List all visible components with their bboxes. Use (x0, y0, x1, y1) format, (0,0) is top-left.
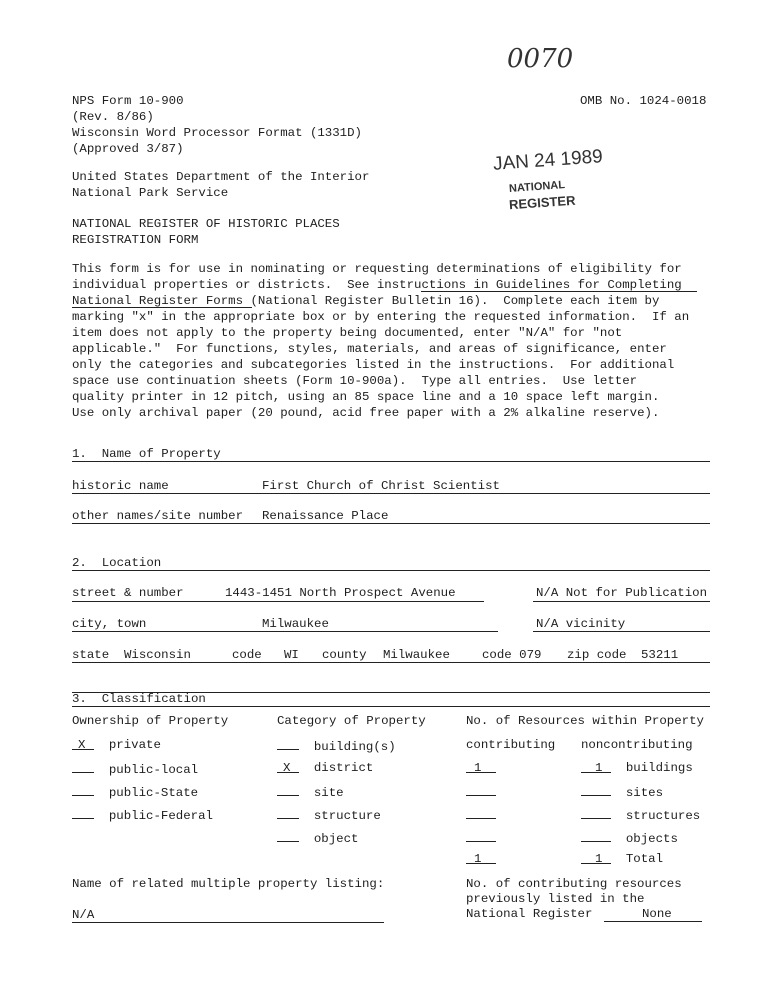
historic-name-value: First Church of Christ Scientist (262, 479, 500, 493)
checkbox-site[interactable] (277, 784, 299, 796)
zip-label: zip code (567, 648, 627, 662)
other-names-value: Renaissance Place (262, 509, 389, 523)
category-district: X district (277, 761, 373, 776)
instructions-line: item does not apply to the property being documented, enter "N/A" for "not (72, 326, 623, 340)
city-value: Milwaukee (262, 617, 329, 631)
instructions-line: This form is for use in nominating or requesting determinations of eligibility for (72, 262, 682, 276)
received-stamp-line1: NATIONAL (508, 179, 566, 195)
instructions-line: quality printer in 12 pitch, using an 85 space line and a 10 space left margin. (72, 390, 660, 404)
previously-listed-value: None (642, 907, 672, 921)
contributing-sites[interactable] (466, 784, 496, 796)
field-line (72, 922, 384, 923)
noncontributing-objects[interactable] (581, 830, 611, 842)
multiple-property-label: Name of related multiple property listing: (72, 877, 385, 891)
instructions-line: only the categories and subcategories listed in the instructions. For additional (72, 358, 675, 372)
received-stamp-line2: REGISTER (508, 192, 576, 213)
city-label: city, town (72, 617, 147, 631)
guidelines-underline (421, 291, 697, 292)
noncontributing-total[interactable]: 1 (581, 852, 611, 864)
instructions-line: National Register Forms (National Register Bulletin 16). Complete each item by (72, 294, 660, 308)
noncontributing-label: noncontributing (581, 738, 693, 752)
contributing-objects[interactable] (466, 830, 496, 842)
ownership-public-local: public-local (72, 761, 198, 778)
received-stamp-date: JAN 24 1989 (492, 146, 604, 175)
checkbox-object[interactable] (277, 830, 299, 842)
historic-name-label: historic name (72, 479, 169, 493)
previously-listed-label: previously listed in the (466, 892, 645, 906)
checkbox-private[interactable]: X (72, 738, 94, 750)
department-name: United States Department of the Interior (72, 170, 370, 184)
ownership-private: X private (72, 738, 161, 753)
instructions-line: Use only archival paper (20 pound, acid free paper with a 2% alkaline reserve). (72, 406, 660, 420)
resource-row-sites: sites (581, 784, 663, 801)
handwritten-page-number: 0070 (507, 44, 574, 74)
resource-row-objects (466, 830, 496, 847)
section1-heading: 1. Name of Property (72, 447, 221, 461)
noncontributing-sites[interactable] (581, 784, 611, 796)
form-revision: (Rev. 8/86) (72, 110, 154, 124)
street-label: street & number (72, 586, 184, 600)
divider (72, 570, 710, 571)
checkbox-public-state[interactable] (72, 784, 94, 796)
category-object: object (277, 830, 359, 847)
resource-row-objects: objects (581, 830, 678, 847)
section2-heading: 2. Location (72, 556, 162, 570)
category-heading: Category of Property (277, 714, 426, 728)
checkbox-district[interactable]: X (277, 761, 299, 773)
instructions-line: space use continuation sheets (Form 10-900a). Type all entries. Use letter (72, 374, 638, 388)
previously-listed-label: No. of contributing resources (466, 877, 682, 891)
form-title: NATIONAL REGISTER OF HISTORIC PLACES (72, 217, 340, 231)
category-building: building(s) (277, 738, 396, 755)
divider (72, 461, 710, 462)
other-names-label: other names/site number (72, 509, 244, 523)
divider (72, 523, 710, 524)
instructions-line: individual properties or districts. See instructions in Guidelines for Completing (72, 278, 682, 292)
ownership-public-state: public-State (72, 784, 198, 801)
ownership-heading: Ownership of Property (72, 714, 229, 728)
resources-heading: No. of Resources within Property (466, 714, 704, 728)
contributing-label: contributing (466, 738, 556, 752)
section3-heading: 3. Classification (72, 692, 206, 706)
resource-row-sites (466, 784, 496, 801)
resource-row-structures (466, 807, 496, 824)
resource-row-structures: structures (581, 807, 700, 824)
contributing-total[interactable]: 1 (466, 852, 496, 864)
guidelines-underline (72, 307, 252, 308)
contributing-buildings[interactable]: 1 (466, 761, 496, 773)
divider (72, 706, 710, 707)
field-line (72, 601, 484, 602)
contributing-structures[interactable] (466, 807, 496, 819)
vicinity: N/A vicinity (536, 617, 626, 631)
field-line (533, 631, 710, 632)
divider (72, 662, 710, 663)
checkbox-public-federal[interactable] (72, 807, 94, 819)
instructions-line: marking "x" in the appropriate box or by entering the requested information. If an (72, 310, 690, 324)
resource-row-buildings (466, 761, 496, 776)
state-code-value: WI (284, 648, 299, 662)
form-format: Wisconsin Word Processor Format (1331D) (72, 126, 362, 140)
street-value: 1443-1451 North Prospect Avenue (225, 586, 456, 600)
state-label: state (72, 648, 110, 662)
noncontributing-buildings[interactable]: 1 (581, 761, 611, 773)
county-code: code 079 (482, 648, 542, 662)
resource-row-buildings: 1 buildings (581, 761, 693, 776)
divider (72, 493, 710, 494)
state-value: Wisconsin (124, 648, 191, 662)
instructions-line: applicable." For functions, styles, materials, and areas of significance, enter (72, 342, 667, 356)
category-site: site (277, 784, 344, 801)
resource-row-total: 1 Total (581, 852, 663, 867)
category-structure: structure (277, 807, 381, 824)
agency-name: National Park Service (72, 186, 229, 200)
resource-row-total (466, 852, 496, 867)
form-number: NPS Form 10-900 (72, 94, 184, 108)
form-subtitle: REGISTRATION FORM (72, 233, 199, 247)
county-label: county (322, 648, 367, 662)
field-line (72, 631, 498, 632)
checkbox-building[interactable] (277, 738, 299, 750)
noncontributing-structures[interactable] (581, 807, 611, 819)
checkbox-structure[interactable] (277, 807, 299, 819)
county-value: Milwaukee (383, 648, 450, 662)
field-line (533, 601, 710, 602)
state-code-label: code (232, 648, 262, 662)
multiple-property-value: N/A (72, 908, 95, 922)
omb-number: OMB No. 1024-0018 (580, 94, 707, 108)
field-line (604, 921, 702, 922)
zip-value: 53211 (641, 648, 679, 662)
not-for-publication: N/A Not for Publication (536, 586, 708, 600)
form-approval: (Approved 3/87) (72, 142, 184, 156)
checkbox-public-local[interactable] (72, 761, 94, 773)
ownership-public-federal: public-Federal (72, 807, 213, 824)
previously-listed-label: National Register (466, 907, 593, 921)
